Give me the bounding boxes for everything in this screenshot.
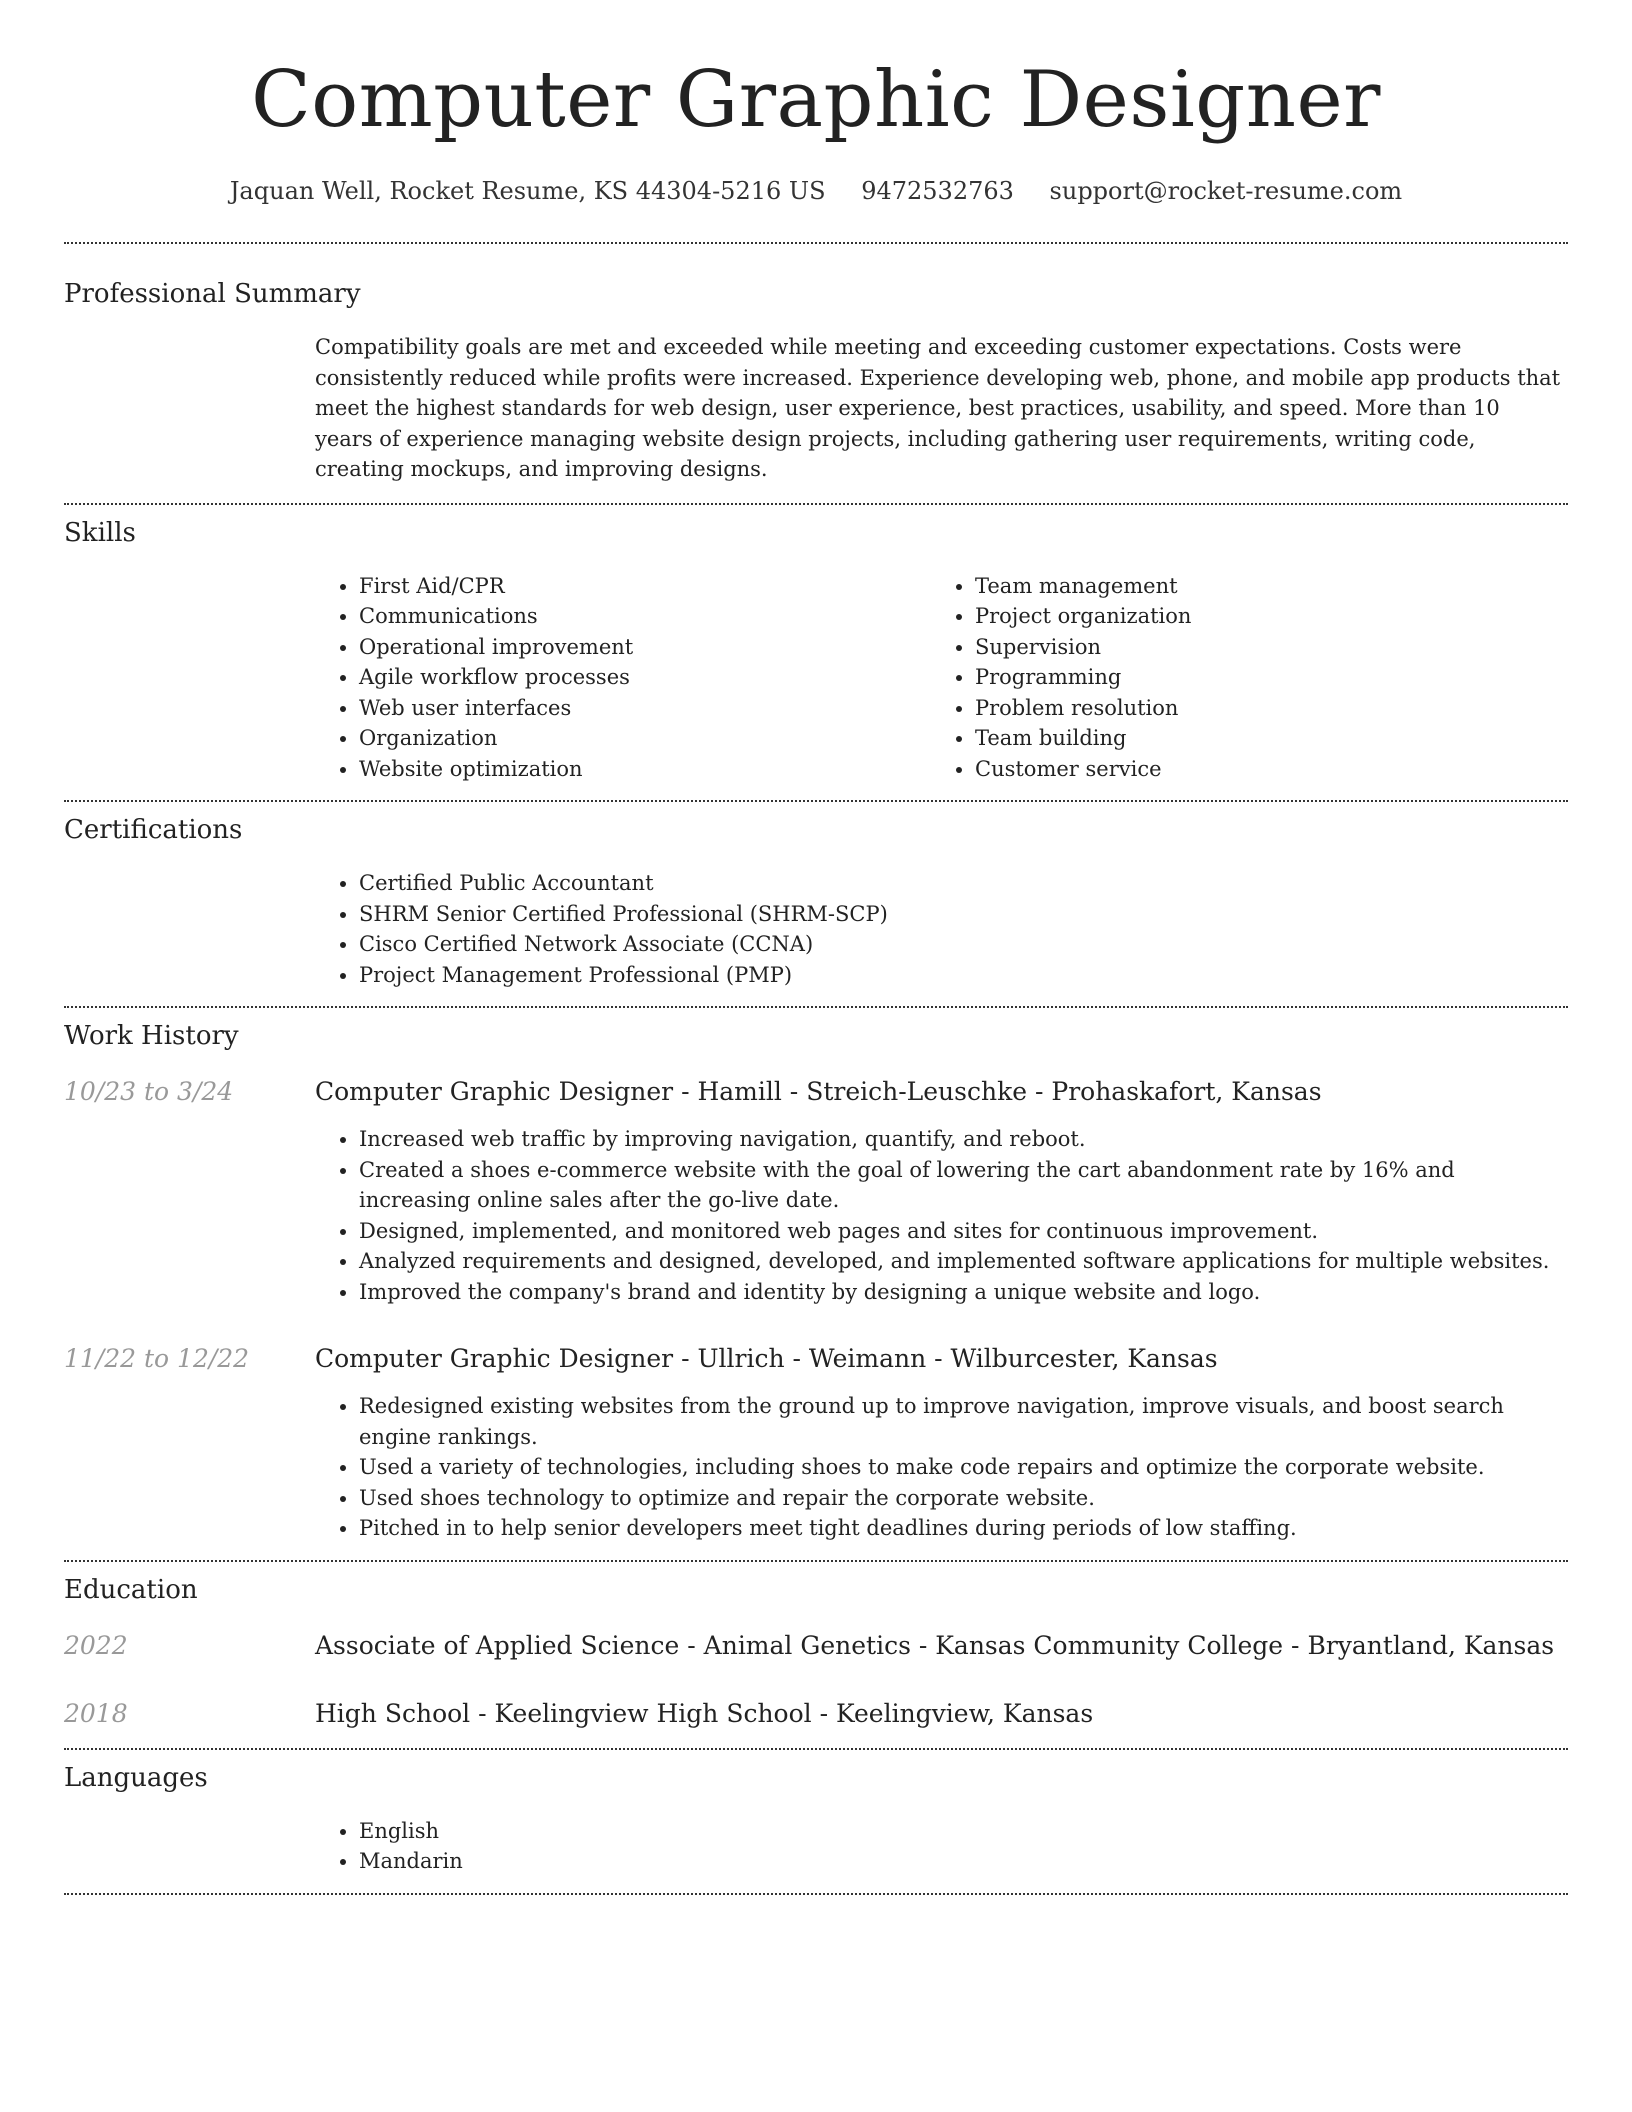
work-history-section — [64, 1008, 1568, 1560]
job-entry — [64, 1076, 1568, 1307]
job-bullet: • Designed, implemented, and monitored web pages and sites for continuous improvement. — [359, 1216, 1568, 1247]
summary-section — [64, 244, 1568, 503]
resume-page — [64, 0, 1568, 1895]
certification-item: • Cisco Certified Network Associate (CCNA) — [359, 929, 1568, 960]
education-section — [64, 1562, 1568, 1748]
job-date: 10/23 to 3/24 — [64, 1077, 234, 1106]
job-title: Computer Graphic Designer - Hamill - Streich-Leuschke - Prohaskafort, Kansas — [315, 1077, 1322, 1106]
skill-item: • Programming — [975, 662, 1547, 693]
contact-email: support@rocket-resume.com — [1049, 177, 1403, 205]
job-bullet: • Pitched in to help senior developers meet tight deadlines during periods of low staffing. — [359, 1513, 1568, 1544]
skill-item: • Operational improvement — [359, 632, 931, 663]
education-section-title: Education — [64, 1574, 198, 1605]
section-divider — [64, 1893, 1568, 1895]
languages-section-title: Languages — [64, 1762, 208, 1793]
education-date: 2022 — [64, 1630, 128, 1660]
job-bullet: • Improved the company's brand and identity by designing a unique website and logo. — [359, 1277, 1568, 1308]
job-bullets — [315, 1124, 1568, 1307]
skills-list-right — [931, 571, 1547, 785]
skills-list-left — [315, 571, 931, 785]
skill-item: • Communications — [359, 601, 931, 632]
education-title: High School - Keelingview High School - Keelingview, Kansas — [315, 1698, 1094, 1728]
job-title: Computer Graphic Designer - Ullrich - Weimann - Wilburcester, Kansas — [315, 1344, 1218, 1373]
job-main — [315, 1076, 1568, 1307]
contact-address: Jaquan Well, Rocket Resume, KS 44304-5216 US — [229, 177, 826, 205]
job-bullet: • Increased web traffic by improving navigation, quantify, and reboot. — [359, 1124, 1568, 1155]
job-date: 11/22 to 12/22 — [64, 1344, 250, 1373]
job-bullet: • Used a variety of technologies, including shoes to make code repairs and optimize the corporate website. — [359, 1452, 1568, 1483]
skill-item: • Problem resolution — [975, 693, 1547, 724]
job-entry — [64, 1343, 1568, 1560]
certifications-section-title: Certifications — [64, 815, 243, 845]
job-bullets — [315, 1391, 1568, 1544]
certification-item: • Project Management Professional (PMP) — [359, 960, 1568, 991]
certification-item: • Certified Public Accountant — [359, 868, 1568, 899]
summary-section-title: Professional Summary — [64, 279, 361, 309]
skill-item: • Website optimization — [359, 754, 931, 785]
skill-item: • Supervision — [975, 632, 1547, 663]
education-entry — [64, 1630, 1568, 1662]
certification-item: • SHRM Senior Certified Professional (SHRM-SCP) — [359, 899, 1568, 930]
language-item: • English — [359, 1816, 1568, 1847]
education-entry — [64, 1698, 1568, 1748]
education-main — [315, 1630, 1568, 1662]
skill-item: • Organization — [359, 723, 931, 754]
certifications-body — [315, 868, 1568, 1006]
work-history-section-title: Work History — [64, 1021, 239, 1051]
education-main — [315, 1698, 1568, 1730]
contact-line — [64, 176, 1568, 206]
skill-item: • First Aid/CPR — [359, 571, 931, 602]
certifications-section — [64, 802, 1568, 1006]
skills-section-title: Skills — [64, 517, 136, 548]
job-main — [315, 1343, 1568, 1544]
job-bullet: • Analyzed requirements and designed, developed, and implemented software applications for multiple websites. — [359, 1246, 1568, 1277]
skill-item: • Team building — [975, 723, 1547, 754]
skill-item: • Customer service — [975, 754, 1547, 785]
skill-item: • Project organization — [975, 601, 1547, 632]
summary-text: Compatibility goals are met and exceeded while meeting and exceeding customer expectations. Costs were consistently reduced while profits were increased. Experience developing web, phone, and mobile app products that meet the highest standards for web design, user experience, best practices, usability, and speed. More than 10 years of experience managing website design projects, including gathering user requirements, writing code, creating mockups, and improving designs. — [315, 335, 1561, 481]
job-bullet: • Created a shoes e-commerce website with the goal of lowering the cart abandonment rate by 16% and increasing online sales after the go-live date. — [359, 1155, 1568, 1216]
skills-grid — [315, 571, 1568, 801]
skill-item: • Web user interfaces — [359, 693, 931, 724]
education-title: Associate of Applied Science - Animal Genetics - Kansas Community College - Bryantland, Kansas — [315, 1630, 1555, 1660]
skills-section — [64, 505, 1568, 801]
skill-item: • Agile workflow processes — [359, 662, 931, 693]
certifications-list — [315, 868, 1568, 990]
languages-list — [315, 1816, 1568, 1877]
job-bullet: • Redesigned existing websites from the ground up to improve navigation, improve visuals, and boost search engine rankings. — [359, 1391, 1568, 1452]
education-date: 2018 — [64, 1698, 128, 1728]
contact-phone: 9472532763 — [861, 177, 1014, 205]
skill-item: • Team management — [975, 571, 1547, 602]
resume-name-heading: Computer Graphic Designer — [251, 55, 1381, 145]
job-bullet: • Used shoes technology to optimize and repair the corporate website. — [359, 1483, 1568, 1514]
language-item: • Mandarin — [359, 1846, 1568, 1877]
summary-body — [315, 332, 1568, 503]
languages-body — [315, 1816, 1568, 1893]
languages-section — [64, 1750, 1568, 1893]
